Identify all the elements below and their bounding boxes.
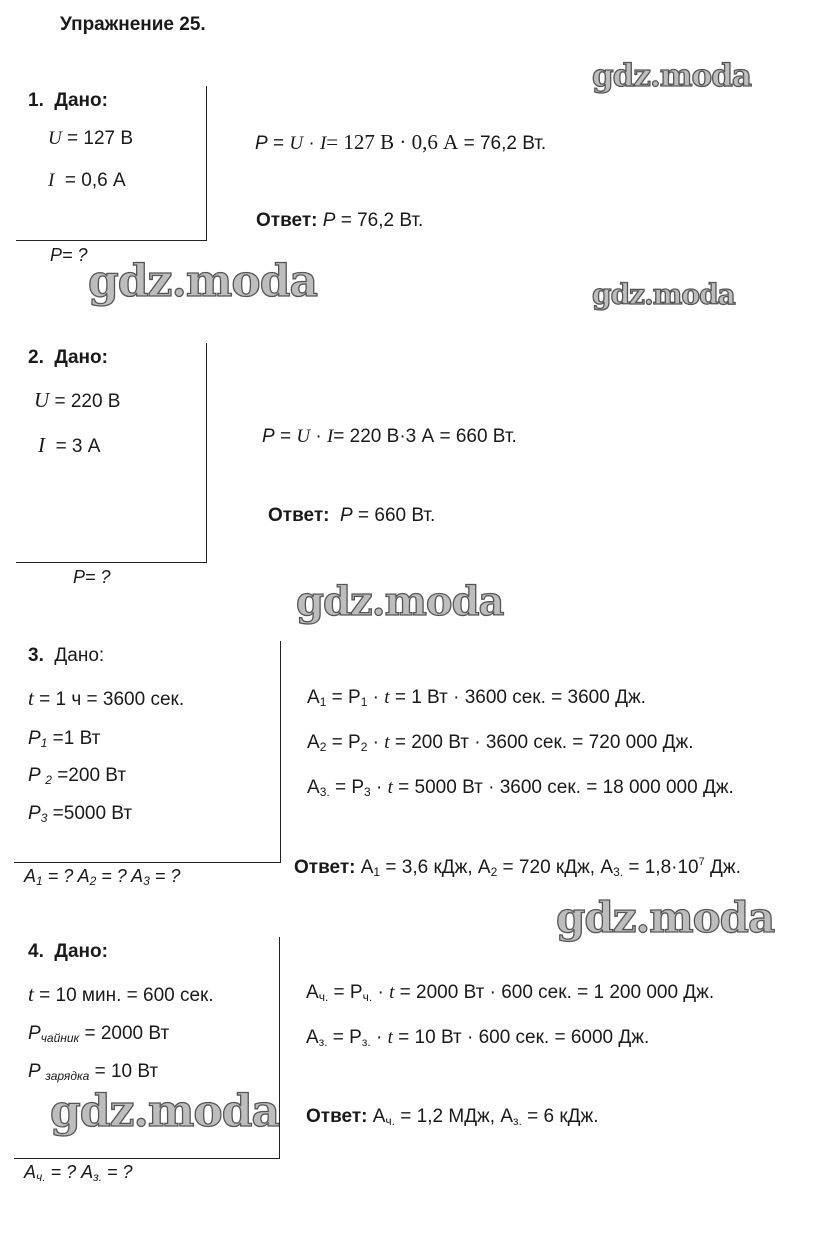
- given-power-3: $P_3 =5000$ Вт: [28, 803, 133, 825]
- answer: Ответ: P = 660 Вт.: [268, 505, 436, 526]
- given-voltage: U = 220 В: [34, 388, 121, 412]
- given-time: t = 10 мин. = 600 сек.: [28, 982, 214, 1006]
- formula-3: $A_{3.} = P_3 \cdot t = 5000$ Вт · 3600 сек. = 18 000 000 Дж.: [307, 777, 734, 799]
- formula-1: $A_{ч.} = P_{ч.} \cdot t = 2000$ Вт · 600 сек. = 1 200 000 Дж.: [306, 982, 715, 1004]
- formula: P = U · I= 127 В · 0,6 А = 76,2 Вт.: [255, 130, 547, 154]
- page-title: Упражнение 25.: [60, 14, 206, 35]
- formula-1: $A_1 = P_1 \cdot t = 1$ Вт · 3600 сек. = 3600 Дж.: [307, 687, 646, 709]
- given-power-1: $P_1 =1$ Вт: [28, 728, 101, 750]
- watermark: gdz.moda: [592, 58, 751, 94]
- answer: Ответ: P = 76,2 Вт.: [256, 210, 424, 231]
- given-power-2: P $_2$ =200 Вт: [28, 765, 127, 787]
- watermark: gdz.moda: [592, 278, 735, 311]
- problem-number: 3. Дано:: [28, 645, 105, 666]
- answer: Ответ: $A_{ч.} = 1,2$ МДж, $A_{з.} = 6$ кДж.: [306, 1106, 599, 1128]
- problem-number: 4. Дано:: [28, 941, 108, 962]
- find-label: P= ?: [50, 245, 88, 265]
- answer: Ответ: $A_1 = 3,6$ кДж, $A_2 = 720$ кДж, $A_{3.} = 1,8\cdot 10^7$ Дж.: [294, 856, 741, 879]
- formula: P = U · I= 220 В·3 А = 660 Вт.: [262, 426, 517, 447]
- divider-vertical: [280, 641, 281, 863]
- find-label: P= ?: [73, 567, 111, 587]
- given-current: I = 3 А: [38, 433, 101, 457]
- formula-2: $A_2 = P_2 \cdot t = 200$ Вт · 3600 сек. = 720 000 Дж.: [307, 732, 694, 754]
- given-power-charger: P $_{зарядка}$ = 10 Вт: [28, 1061, 159, 1083]
- find-label: $A_{ч.}$ = ? $A_{з.}$ = ?: [24, 1162, 133, 1184]
- divider-vertical: [206, 343, 207, 563]
- divider-vertical: [279, 937, 280, 1159]
- given-current: I = 0,6 А: [48, 170, 126, 191]
- problem-number: 1. Дано:: [28, 90, 108, 111]
- given-power-kettle: $P_{чайник} = 2000$ Вт: [28, 1023, 170, 1045]
- divider-horizontal: [16, 240, 207, 241]
- divider-vertical: [206, 86, 207, 241]
- given-time: t = 1 ч = 3600 сек.: [28, 686, 185, 710]
- divider-horizontal: [14, 862, 281, 863]
- given-voltage: U = 127 В: [48, 128, 134, 149]
- divider-horizontal: [16, 562, 207, 563]
- watermark: gdz.moda: [296, 578, 504, 625]
- watermark: gdz.moda: [556, 893, 775, 942]
- watermark: gdz.moda: [50, 1086, 280, 1137]
- formula-2: $A_{з.} = P_{з.} \cdot t = 10$ Вт · 600 сек. = 6000 Дж.: [306, 1027, 650, 1049]
- problem-number: 2. Дано:: [28, 347, 108, 368]
- watermark: gdz.moda: [88, 256, 318, 307]
- find-label: $A_1$ = ? $A_2$ = ? $A_3$ = ?: [24, 866, 181, 888]
- divider-horizontal: [14, 1158, 280, 1159]
